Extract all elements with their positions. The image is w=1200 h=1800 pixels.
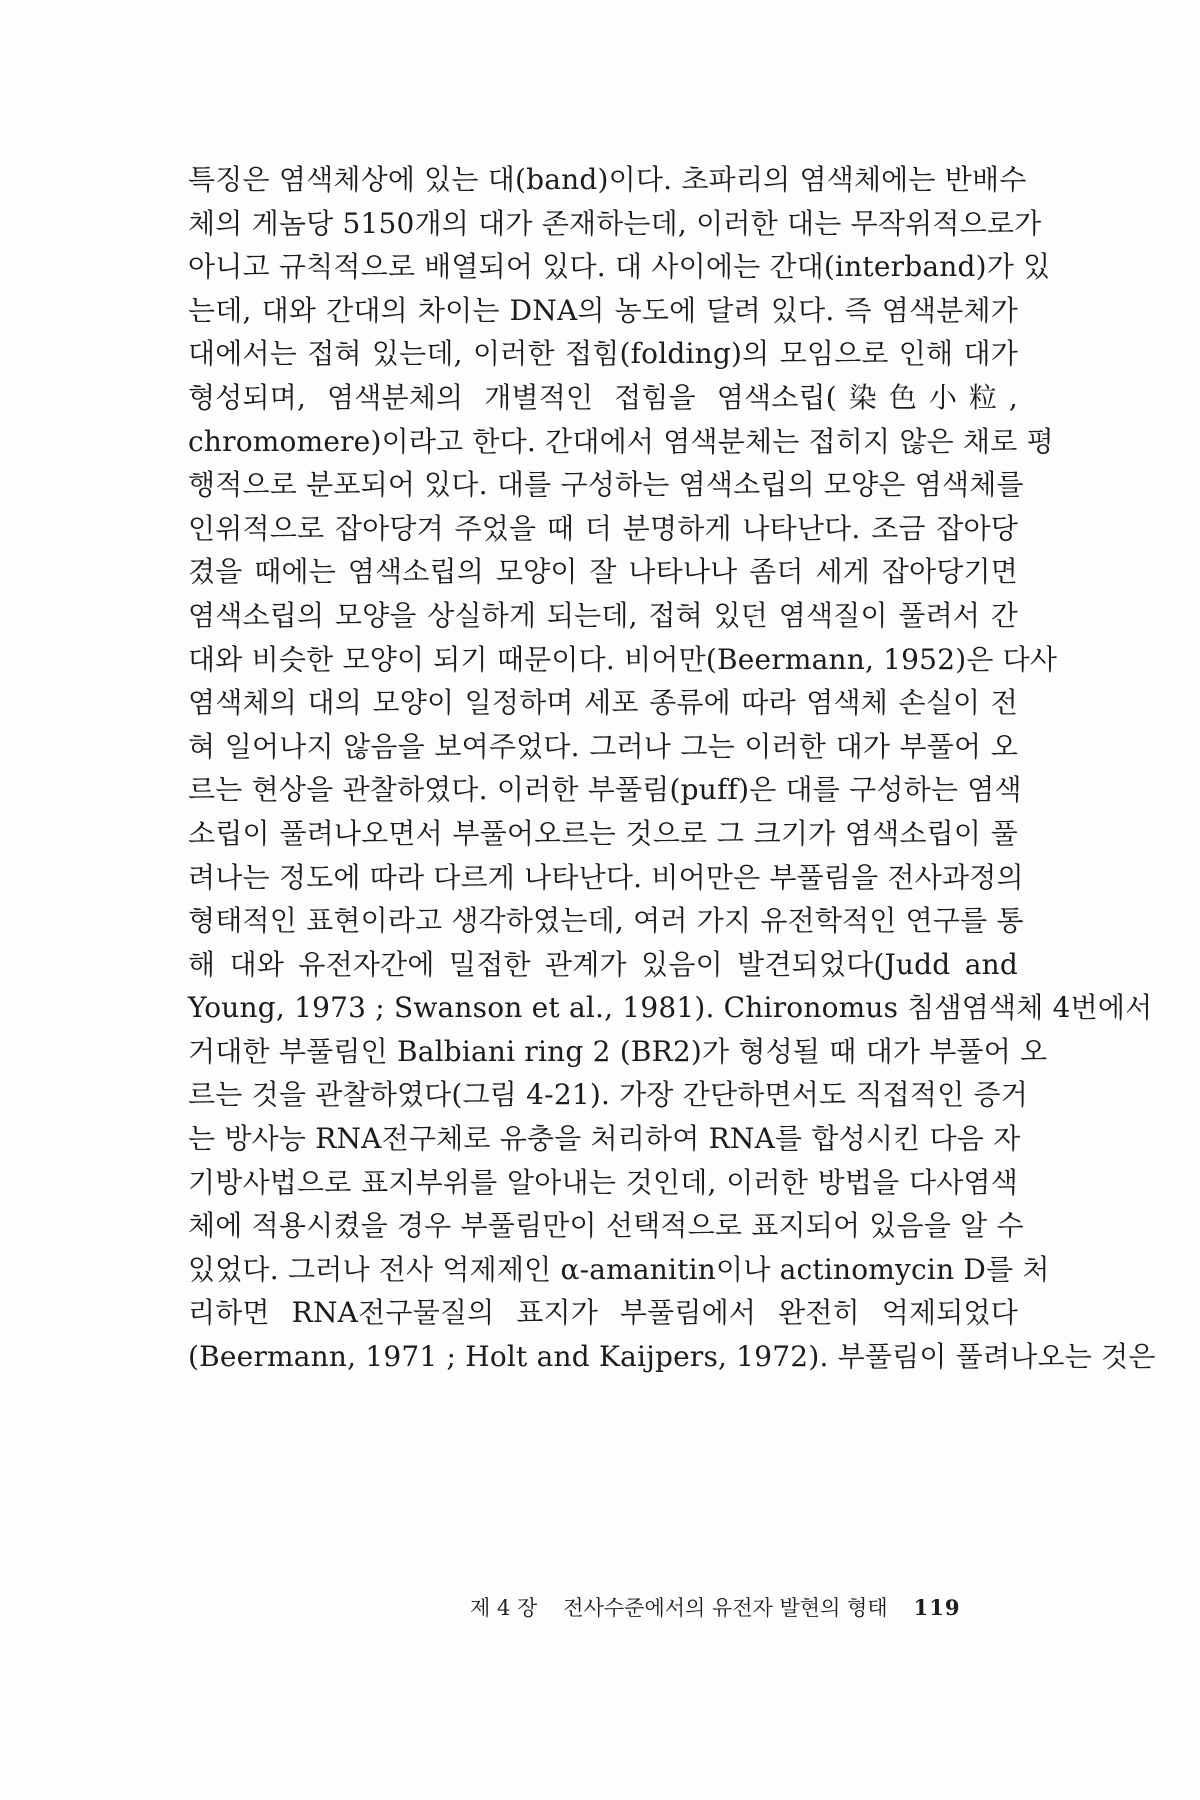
page-number: 119 — [913, 1595, 961, 1620]
text-line: 염색체의 대의 모양이 일정하며 세포 종류에 따라 염색체 손실이 전 — [188, 686, 1018, 720]
text-line: 특징은 염색체상에 있는 대(band)이다. 초파리의 염색체에는 반배수 — [188, 163, 1027, 196]
text-line: 체에 적용시켰을 경우 부풀림만이 선택적으로 표지되어 있음을 알 수 — [188, 1209, 1024, 1243]
text-line: 체의 게놈당 5150개의 대가 존재하는데, 이러한 대는 무작위적으로가 — [188, 206, 1042, 240]
chapter-title: 전사수준에서의 유전자 발현의 형태 — [563, 1596, 888, 1620]
text-line: 아니고 규칙적으로 배열되어 있다. 대 사이에는 간대(interband)가 있 — [188, 250, 1051, 284]
text-line: 는 방사능 RNA전구체로 유충을 처리하여 RNA를 합성시킨 다음 자 — [188, 1122, 1021, 1156]
text-line: 르는 현상을 관찰하였다. 이러한 부풀림(puff)은 대를 구성하는 염색 — [188, 773, 1022, 807]
text-line: 겼을 때에는 염색소립의 모양이 잘 나타나나 좀더 세게 잡아당기면 — [188, 555, 1018, 589]
text-line: (Beermann, 1971 ; Holt and Kaijpers, 1972). 부풀림이 풀려나오는 것은 — [188, 1340, 1156, 1374]
text-line: 형태적인 표현이라고 생각하였는데, 여러 가지 유전학적인 연구를 통 — [188, 904, 1024, 938]
text-line: 인위적으로 잡아당겨 주었을 때 더 분명하게 나타난다. 조금 잡아당 — [188, 511, 1018, 545]
text-line: Young, 1973 ; Swanson et al., 1981). Chironomus 침샘염색체 4번에서 — [188, 991, 1153, 1025]
chapter-label: 제 4 장 — [470, 1596, 538, 1620]
text-line: 대와 비슷한 모양이 되기 때문이다. 비어만(Beermann, 1952)은 다사 — [188, 642, 1058, 676]
page-footer — [470, 1588, 1000, 1628]
text-line: 르는 것을 관찰하였다(그림 4-21). 가장 간단하면서도 직접적인 증거 — [188, 1078, 1028, 1112]
text-line: 혀 일어나지 않음을 보여주었다. 그러나 그는 이러한 대가 부풀어 오 — [188, 729, 1018, 763]
text-line: 거대한 부풀림인 Balbiani ring 2 (BR2)가 형성될 때 대가 부풀어 오 — [188, 1034, 1048, 1068]
text-line: chromomere)이라고 한다. 간대에서 염색분체는 접히지 않은 채로 평 — [188, 424, 1054, 458]
text-line: 대에서는 접혀 있는데, 이러한 접힘(folding)의 모임으로 인해 대가 — [188, 337, 1018, 371]
body-text — [188, 158, 1156, 1379]
text-line: 염색소립의 모양을 상실하게 되는데, 접혀 있던 염색질이 풀려서 간 — [188, 598, 1018, 632]
text-line: 형성되며, 염색분체의 개별적인 접힘을 염색소립(染色小粒, — [188, 380, 1018, 414]
text-line: 해 대와 유전자간에 밀접한 관계가 있음이 발견되었다(Judd and — [188, 947, 1018, 981]
text-line: 리하면 RNA전구물질의 표지가 부풀림에서 완전히 억제되었다 — [188, 1296, 1018, 1330]
text-line: 행적으로 분포되어 있다. 대를 구성하는 염색소립의 모양은 염색체를 — [188, 468, 1024, 502]
text-line: 소립이 풀려나오면서 부풀어오르는 것으로 그 크기가 염색소립이 풀 — [188, 816, 1018, 850]
text-line: 는데, 대와 간대의 차이는 DNA의 농도에 달려 있다. 즉 염색분체가 — [188, 293, 1018, 327]
text-line: 려나는 정도에 따라 다르게 나타난다. 비어만은 부풀림을 전사과정의 — [188, 860, 1024, 894]
text-line: 있었다. 그러나 전사 억제제인 α-amanitin이나 actinomycin D를 처 — [188, 1252, 1050, 1286]
text-line: 기방사법으로 표지부위를 알아내는 것인데, 이러한 방법을 다사염색 — [188, 1165, 1018, 1199]
